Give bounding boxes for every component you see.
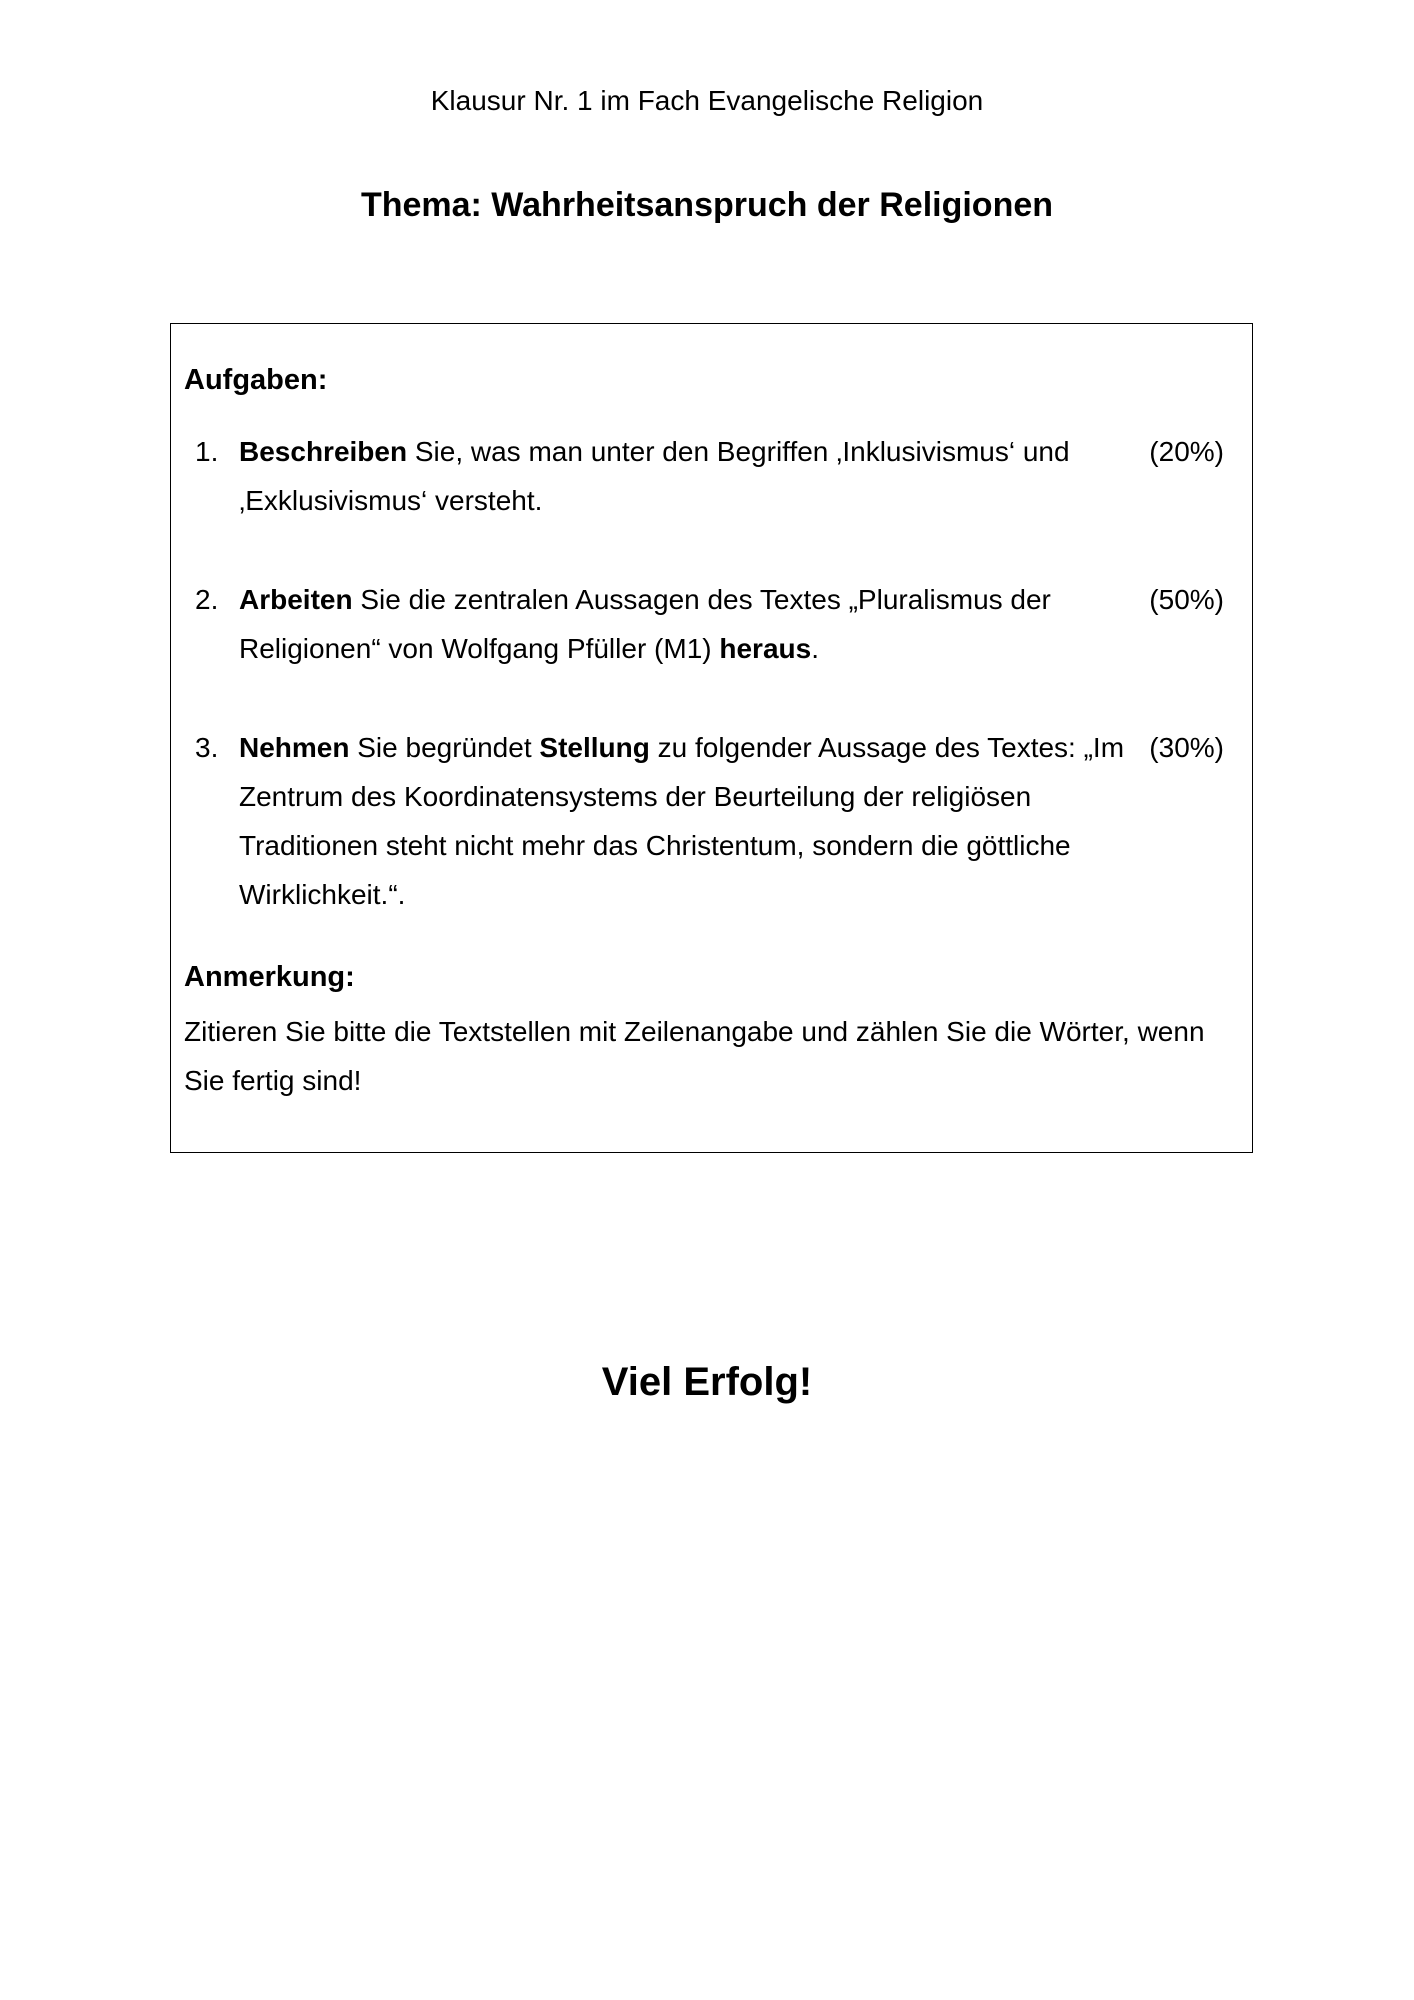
task-number: 2.	[195, 584, 219, 615]
task-body-end: zu folgender Aussage des Textes: „Im Zentrum des Koordinatensystems der Beurteilung der religiösen Traditionen steht nicht mehr das Christentum, sondern die göttliche Wirklichkeit.“.	[239, 732, 1125, 910]
task-text	[239, 723, 1129, 919]
tasks-heading: Aufgaben:	[184, 364, 328, 396]
task-percent: (50%)	[1149, 584, 1224, 615]
task-percent: (30%)	[1149, 732, 1224, 763]
task-percent: (20%)	[1149, 436, 1224, 467]
note-text: Zitieren Sie bitte die Textstellen mit Zeilenangabe und zählen Sie die Wörter, wenn Sie fertig sind!	[184, 1016, 1205, 1096]
exam-topic: Thema: Wahrheitsanspruch der Religionen	[360, 186, 1054, 224]
task-verb-part: heraus	[719, 633, 812, 664]
exam-header: Klausur Nr. 1 im Fach Evangelische Religion	[430, 85, 984, 116]
task-box	[170, 323, 1253, 1153]
task-text	[239, 575, 1129, 673]
task-verb: Nehmen	[239, 732, 350, 763]
task-body: Sie begründet	[349, 732, 540, 763]
task-verb: Arbeiten	[239, 584, 353, 615]
task-number: 3.	[195, 732, 219, 763]
task-verb-part: Stellung	[539, 732, 650, 763]
task-body: Sie, was man unter den Begriffen ‚Inklusivismus‘ und ‚Exklusivismus‘ versteht.	[239, 436, 1070, 516]
closing-message: Viel Erfolg!	[601, 1360, 813, 1404]
note-heading: Anmerkung:	[184, 961, 355, 993]
task-body: Sie die zentralen Aussagen des Textes „Pluralismus der Religionen“ von Wolfgang Pfüller (M1)	[239, 584, 1051, 664]
task-body-end: .	[811, 633, 819, 664]
task-number: 1.	[195, 436, 219, 467]
task-verb: Beschreiben	[239, 436, 408, 467]
task-text	[239, 427, 1129, 525]
